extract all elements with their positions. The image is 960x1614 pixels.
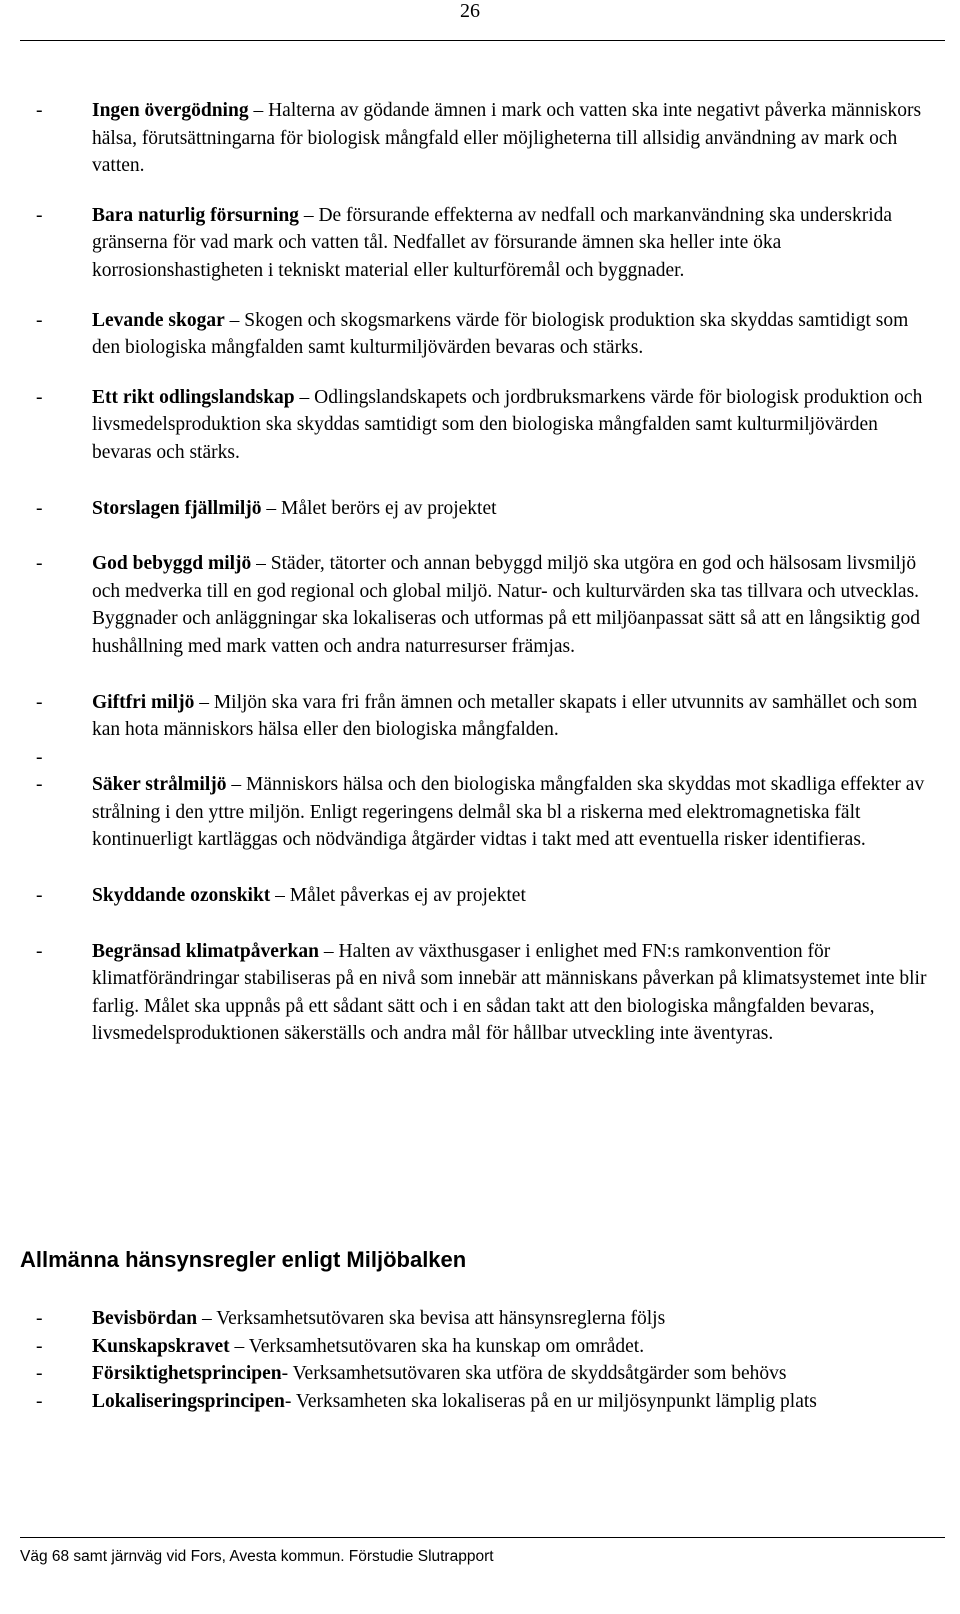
list-item-body — [92, 1333, 941, 1361]
header-rule — [20, 40, 945, 41]
list-dash: - — [36, 885, 43, 907]
separator: - — [281, 1363, 293, 1385]
list-item — [36, 1333, 941, 1361]
goal-text: Städer, tätorter och annan bebyggd miljö ska utgöra en god och hälsosam livsmiljö och medverka till en god regional och global miljö. Natur- och kulturvärden ska tas tillvara och utvecklas. Byggnader och anläggningar ska lokaliseras och utformas på ett miljöanpassat sätt så att en långsiktig god hushållning med mark vatten och andra naturresurser främjas. — [92, 553, 920, 657]
section-heading: Allmänna hänsynsregler enligt Miljöbalken — [20, 1247, 467, 1272]
list-item — [36, 1388, 941, 1416]
list-item-body — [92, 689, 941, 744]
list-dash: - — [36, 100, 43, 121]
separator: – — [270, 885, 290, 907]
goal-term: God bebyggd miljö — [92, 553, 252, 575]
separator: – — [194, 691, 214, 713]
separator: – — [229, 1335, 249, 1357]
list-item — [36, 1305, 941, 1333]
list-item — [36, 550, 941, 660]
list-item — [36, 938, 941, 1048]
goal-text: Halten av växthusgaser i enlighet med FN:s ramkonvention för klimatförändringar stabiliseras på en nivå som innebär att människans påverkan på klimatsystemet inte blir farlig. Målet ska uppnås på ett sådant sätt och i en sådan takt att den biologiska mångfalden bevaras, livsmedelsproduktionen säkerställs och andra mål för hållbar utveckling inte äventyras. — [92, 940, 927, 1045]
goal-text: Odlingslandskapets och jordbruksmarkens värde för biologisk produktion och livsmedelsproduktion ska skyddas samtidigt som den biologiska mångfalden samt kulturmiljövärden bevaras och stärks. — [92, 386, 923, 463]
goal-text: Målet berörs ej av projektet — [281, 497, 497, 519]
list-dash: - — [36, 746, 43, 768]
goal-term: Begränsad klimatpåverkan — [92, 940, 319, 962]
page-number: 26 — [460, 0, 480, 22]
list-item-body — [92, 550, 941, 660]
list-item-body — [92, 202, 941, 285]
list-item — [36, 384, 941, 467]
separator: - — [284, 1390, 296, 1412]
goal-term: Ingen övergödning — [92, 100, 249, 121]
list-dash: - — [36, 386, 43, 408]
list-dash: - — [36, 1363, 43, 1385]
separator: – — [298, 204, 319, 226]
separator: – — [318, 940, 339, 962]
list-dash: - — [36, 1335, 43, 1357]
list-item — [36, 97, 941, 180]
separator: – — [197, 1308, 217, 1329]
goal-text: Målet påverkas ej av projektet — [289, 885, 526, 907]
list-item — [36, 771, 941, 854]
list-item-body — [92, 1305, 941, 1333]
separator: – — [224, 309, 245, 331]
goal-term: Skyddande ozonskikt — [92, 885, 271, 907]
list-item — [36, 689, 941, 744]
goal-term: Storslagen fjällmiljö — [92, 497, 262, 519]
list-dash: - — [36, 774, 43, 796]
goal-text: Miljön ska vara fri från ämnen och metaller skapats i eller utvunnits av samhället och som kan hota människors hälsa eller den biologiska mångfalden. — [92, 691, 918, 741]
list-item — [36, 202, 941, 285]
list-item-body — [92, 744, 941, 772]
rule-term: Bevisbördan — [92, 1308, 198, 1329]
environmental-goals-list — [36, 97, 941, 1048]
rule-text: Verksamhetsutövaren ska bevisa att hänsynsreglerna följs — [216, 1308, 666, 1329]
list-item — [36, 1360, 941, 1388]
separator: – — [226, 774, 247, 796]
separator: – — [248, 100, 269, 121]
list-item-body — [92, 1360, 941, 1388]
rule-term: Kunskapskravet — [92, 1335, 230, 1357]
goal-text: Människors hälsa och den biologiska mångfalden ska skyddas mot skadliga effekter av strålning i den yttre miljön. Enligt regeringens delmål ska bl a riskerna med elektromagnetiska fält kontinuerligt kartläggas och nödvändiga åtgärder vidtas i takt med att eventuella risker identifieras. — [92, 774, 925, 851]
list-item-body — [92, 882, 941, 910]
list-item-body — [92, 938, 941, 1048]
list-item-body — [92, 384, 941, 467]
list-dash: - — [36, 204, 43, 226]
list-item-body — [92, 495, 941, 523]
list-item-body — [92, 1388, 941, 1416]
separator: – — [261, 497, 282, 519]
list-dash: - — [36, 553, 43, 575]
goal-text: De försurande effekterna av nedfall och markanvändning ska underskrida gränserna för vad mark och vatten tål. Nedfallet av försurande ämnen ska heller inte öka korrosionshastigheten i tekniskt material eller kulturföremål och byggnader. — [92, 204, 893, 281]
goal-term: Säker strålmiljö — [92, 774, 227, 796]
goal-term: Bara naturlig försurning — [92, 204, 299, 226]
list-item-body — [92, 97, 941, 180]
rule-text: Verksamhetsutövaren ska utföra de skyddsåtgärder som behövs — [292, 1363, 787, 1385]
separator: – — [294, 386, 315, 408]
separator: – — [251, 553, 271, 575]
goal-term: Giftfri miljö — [92, 691, 195, 713]
rule-text: Verksamhetsutövaren ska ha kunskap om området. — [248, 1335, 645, 1357]
footer-rule — [20, 1537, 945, 1538]
list-dash: - — [36, 497, 43, 519]
list-item-body — [92, 307, 941, 362]
goal-term: Ett rikt odlingslandskap — [92, 386, 295, 408]
list-dash: - — [36, 309, 43, 331]
list-item-body — [92, 771, 941, 854]
list-dash: - — [36, 940, 43, 962]
list-item — [36, 882, 941, 910]
goal-term: Levande skogar — [92, 309, 225, 331]
rules-list — [36, 1305, 941, 1415]
rule-text: Verksamheten ska lokaliseras på en ur miljösynpunkt lämplig plats — [295, 1390, 817, 1412]
list-item — [36, 495, 941, 523]
list-dash: - — [36, 691, 43, 713]
goal-text: Skogen och skogsmarkens värde för biologisk produktion ska skyddas samtidigt som den biologiska mångfalden samt kulturmiljövärden bevaras och stärks. — [92, 309, 909, 359]
rule-term: Lokaliseringsprincipen — [92, 1390, 285, 1412]
list-item — [36, 307, 941, 362]
list-dash: - — [36, 1390, 43, 1412]
rule-term: Försiktighetsprincipen — [92, 1363, 282, 1385]
list-dash: - — [36, 1308, 43, 1329]
list-item-empty — [36, 744, 941, 772]
goal-text: Halterna av gödande ämnen i mark och vatten ska inte negativt påverka människors hälsa, förutsättningarna för biologisk mångfald eller möjligheterna till allsidig användning av mark och vatten. — [92, 100, 922, 177]
footer-text: Väg 68 samt järnväg vid Fors, Avesta kommun. Förstudie Slutrapport — [20, 1548, 494, 1565]
